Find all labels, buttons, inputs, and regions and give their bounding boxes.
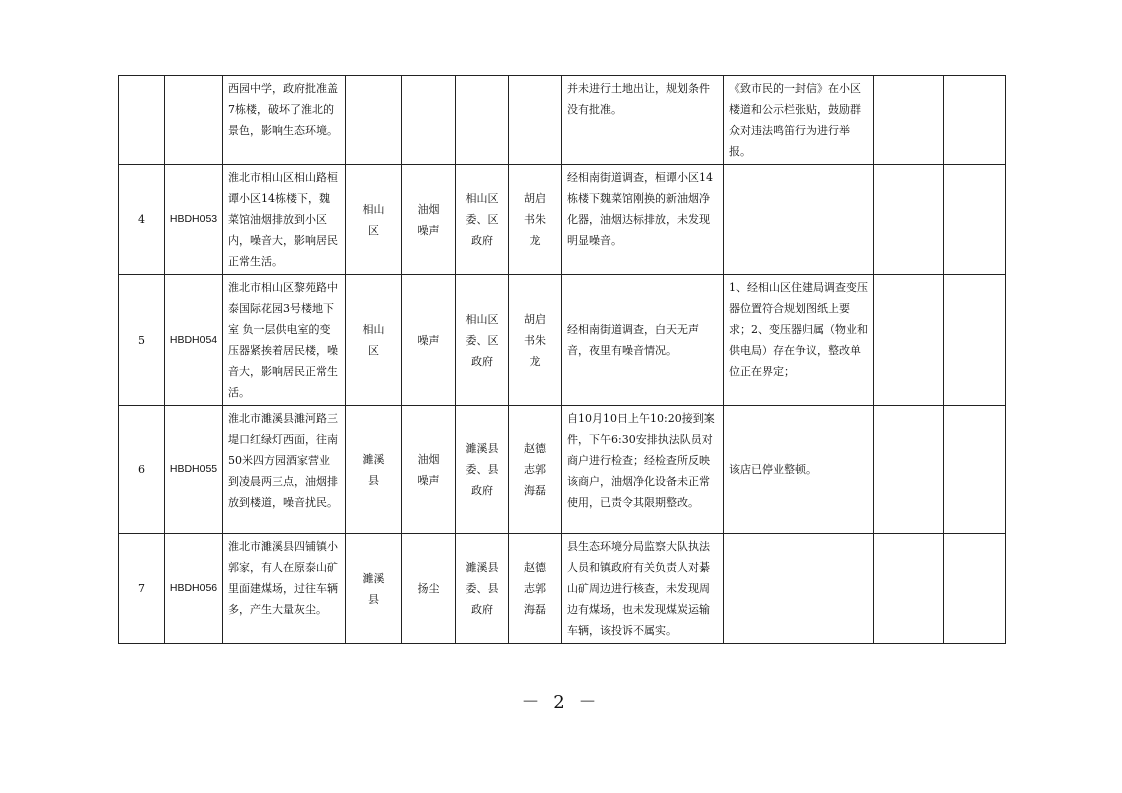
administrative-area: 相山区 bbox=[346, 165, 402, 275]
complaint-content: 淮北市濉溪县濉河路三堤口红绿灯西面，往南50米四方园酒家营业到凌晨两三点，油烟排放到楼道，噪音扰民。 bbox=[223, 406, 346, 534]
extra-cell bbox=[944, 165, 1006, 275]
extra-cell bbox=[874, 165, 944, 275]
case-code: HBDH056 bbox=[165, 534, 223, 644]
administrative-area: 濉溪县 bbox=[346, 534, 402, 644]
table-row bbox=[119, 165, 1006, 275]
handling-result: 该店已停业整顿。 bbox=[724, 406, 874, 534]
case-code: HBDH055 bbox=[165, 406, 223, 534]
handling-result: 《致市民的一封信》在小区楼道和公示栏张贴，鼓励群众对违法鸣笛行为进行举报。 bbox=[724, 76, 874, 165]
responsible-unit bbox=[456, 76, 509, 165]
investigation-result: 经相南街道调查，白天无声音，夜里有噪音情况。 bbox=[562, 275, 724, 406]
case-code: HBDH053 bbox=[165, 165, 223, 275]
investigation-result: 县生态环境分局监察大队执法人员和镇政府有关负责人对綦山矿周边进行核查，未发现周边有煤场，也未发现煤炭运输车辆，该投诉不属实。 bbox=[562, 534, 724, 644]
pollution-type: 油烟噪声 bbox=[402, 406, 456, 534]
responsible-person: 赵德志郭海磊 bbox=[509, 406, 562, 534]
pollution-type: 噪声 bbox=[402, 275, 456, 406]
administrative-area: 濉溪县 bbox=[346, 406, 402, 534]
administrative-area: 相山区 bbox=[346, 275, 402, 406]
row-number: 4 bbox=[119, 165, 165, 275]
responsible-person: 赵德志郭海磊 bbox=[509, 534, 562, 644]
pollution-type: 油烟噪声 bbox=[402, 165, 456, 275]
responsible-person: 胡启书朱龙 bbox=[509, 165, 562, 275]
extra-cell bbox=[944, 534, 1006, 644]
case-code bbox=[165, 76, 223, 165]
pollution-type bbox=[402, 76, 456, 165]
row-number: 6 bbox=[119, 406, 165, 534]
investigation-result: 经相南街道调查，桓谭小区14栋楼下魏菜馆刚换的新油烟净化器，油烟达标排放，未发现明显噪音。 bbox=[562, 165, 724, 275]
handling-result: 1、经相山区住建局调查变压器位置符合规划图纸上要求；2、变压器归属（物业和供电局）存在争议，整改单位正在界定； bbox=[724, 275, 874, 406]
investigation-result: 自10月10日上午10:20接到案件，下午6:30安排执法队员对商户进行检查；经检查所反映该商户，油烟净化设备未正常使用，已责令其限期整改。 bbox=[562, 406, 724, 534]
handling-result bbox=[724, 534, 874, 644]
investigation-result: 并未进行土地出让，规划条件没有批准。 bbox=[562, 76, 724, 165]
extra-cell bbox=[874, 76, 944, 165]
case-code: HBDH054 bbox=[165, 275, 223, 406]
table-row bbox=[119, 534, 1006, 644]
extra-cell bbox=[874, 534, 944, 644]
responsible-person bbox=[509, 76, 562, 165]
responsible-unit: 濉溪县委、县政府 bbox=[456, 406, 509, 534]
administrative-area bbox=[346, 76, 402, 165]
extra-cell bbox=[874, 275, 944, 406]
row-number bbox=[119, 76, 165, 165]
complaint-content: 淮北市相山区黎苑路中泰国际花园3号楼地下室 负一层供电室的变压器紧挨着居民楼，噪音大，影响居民正常生活。 bbox=[223, 275, 346, 406]
responsible-unit: 相山区委、区政府 bbox=[456, 275, 509, 406]
complaint-content: 淮北市濉溪县四铺镇小郭家，有人在原泰山矿里面建煤场，过往车辆多，产生大量灰尘。 bbox=[223, 534, 346, 644]
row-number: 7 bbox=[119, 534, 165, 644]
responsible-unit: 濉溪县委、县政府 bbox=[456, 534, 509, 644]
responsible-unit: 相山区委、区政府 bbox=[456, 165, 509, 275]
table-row bbox=[119, 76, 1006, 165]
extra-cell bbox=[944, 76, 1006, 165]
complaint-table bbox=[118, 75, 1006, 644]
responsible-person: 胡启书朱龙 bbox=[509, 275, 562, 406]
handling-result bbox=[724, 165, 874, 275]
complaint-content: 西园中学，政府批准盖7栋楼，破坏了淮北的景色，影响生态环境。 bbox=[223, 76, 346, 165]
extra-cell bbox=[944, 406, 1006, 534]
table-row bbox=[119, 406, 1006, 534]
complaint-content: 淮北市相山区相山路桓谭小区14栋楼下，魏菜馆油烟排放到小区内，噪音大，影响居民正常生活。 bbox=[223, 165, 346, 275]
extra-cell bbox=[874, 406, 944, 534]
extra-cell bbox=[944, 275, 1006, 406]
pollution-type: 扬尘 bbox=[402, 534, 456, 644]
row-number: 5 bbox=[119, 275, 165, 406]
page-number: － 2 － bbox=[521, 692, 601, 713]
table-row bbox=[119, 275, 1006, 406]
